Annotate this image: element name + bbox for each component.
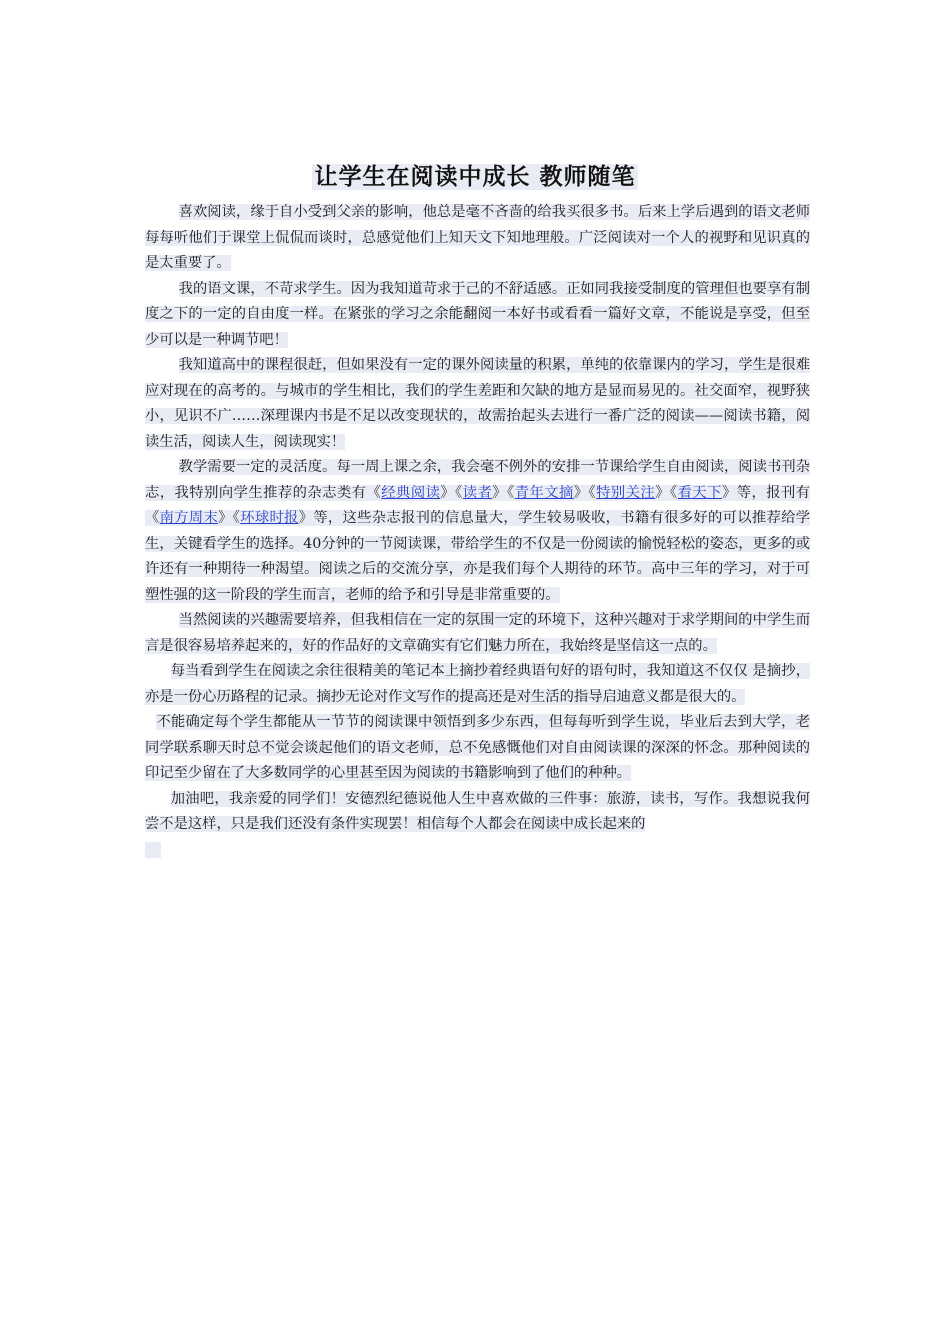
paragraph-7 bbox=[145, 710, 810, 787]
magazine-link-qingnian[interactable]: 青年文摘 bbox=[514, 484, 574, 501]
paragraph-4: 教学需要一定的灵活度。每一周上课之余，我会毫不例外的安排一节课给学生自由阅读，阅读书刊杂志，我特别向学生推荐的杂志类有《经典阅读》《读者》《青年文摘》《特别关注》《看天下》等，报刊有《南方周末》《环球时报》等，这些杂志报刊的信息量大，学生较易吸收，书籍有很多好的可以推荐给学生，关键看学生的选择。40分钟的一节阅读课，带给学生的不仅是一份阅读的愉悦轻松的姿态，更多的或许还有一种期待一种渴望。阅读之后的交流分享，亦是我们每个人期待的环节。高中三年的学习，对于可塑性强的这一阶段的学生而言，老师的给予和引导是非常重要的。 bbox=[145, 459, 811, 603]
paragraph-4-mid: 等，报刊有 bbox=[736, 484, 811, 501]
paragraph-5 bbox=[145, 608, 810, 659]
paragraph-6-text: 每当看到学生在阅读之余往很精美的笔记本上摘抄着经典语句好的语句时，我知道这不仅仅 是摘抄，亦是一份心历路程的记录。摘抄无论对作文写作的提高还是对生活的指导启迪意义都是很大的。 bbox=[145, 663, 810, 705]
newspaper-link-huanqiu[interactable]: 环球时报 bbox=[240, 510, 299, 526]
article-body bbox=[145, 200, 810, 863]
empty-highlight-mark bbox=[145, 842, 161, 858]
paragraph-3 bbox=[145, 353, 810, 455]
paragraph-4-intro: 教学需要一定的灵活度。每一周上课之余，我会毫不例外的安排一节课给学生自由阅读，阅读书刊杂志，我特别向学生推荐的杂志类有 bbox=[145, 459, 810, 501]
paragraph-8-text: 加油吧，我亲爱的同学们！安德烈纪德说他人生中喜欢做的三件事：旅游，读书，写作。我想说我何尝不是这样，只是我们还没有条件实现罢！相信每个人都会在阅读中成长起来的 bbox=[145, 790, 810, 832]
paragraph-1 bbox=[145, 200, 810, 277]
paragraph-7-text: 不能确定每个学生都能从一节节的阅读课中领悟到多少东西，但每每听到学生说，毕业后去到大学，老同学联系聊天时总不觉会谈起他们的语文老师，总不免感慨他们对自由阅读课的深深的怀念。那种阅读的印记至少留在了大多数同学的心里甚至因为阅读的书籍影响到了他们的种种。 bbox=[145, 714, 810, 781]
paragraph-8 bbox=[145, 787, 810, 838]
paragraph-2-text: 我的语文课，不苛求学生。因为我知道苛求于己的不舒适感。正如同我接受制度的管理但也要享有制度之下的一定的自由度一样。在紧张的学习之余能翻阅一本好书或看看一篇好文章，不能说是享受，但至少可以是一种调节吧！ bbox=[145, 280, 810, 348]
paragraph-4-rest: 等，这些杂志报刊的信息量大，学生较易吸收，书籍有很多好的可以推荐给学生，关键看学生的选择。40分钟的一节阅读课，带给学生的不仅是一份阅读的愉悦轻松的姿态，更多的或许还有一种期待一种渴望。阅读之后的交流分享，亦是我们每个人期待的环节。高中三年的学习，对于可塑性强的这一阶段的学生而言，老师的给予和引导是非常重要的。 bbox=[145, 510, 811, 603]
paragraph-2 bbox=[145, 277, 810, 354]
paragraph-3-text: 我知道高中的课程很赶，但如果没有一定的课外阅读量的积累，单纯的依靠课内的学习，学生是很难应对现在的高考的。与城市的学生相比，我们的学生差距和欠缺的地方是显而易见的。社交面窄，视野狭小，见识不广……深理课内书是不足以改变现状的，故需抬起头去进行一番广泛的阅读——阅读书籍，阅读生活，阅读人生，阅读现实！ bbox=[145, 357, 810, 450]
trailing-empty-line bbox=[145, 838, 810, 864]
magazine-link-kantianxia[interactable]: 看天下 bbox=[677, 484, 722, 501]
magazine-link-tebie[interactable]: 特别关注 bbox=[596, 484, 656, 501]
magazine-link-duzhe[interactable]: 读者 bbox=[462, 484, 493, 501]
newspaper-link-nanfang[interactable]: 南方周末 bbox=[159, 510, 219, 526]
paragraph-5-text: 当然阅读的兴趣需要培养，但我相信在一定的氛围一定的环境下，这种兴趣对于求学期间的中学生而言是很容易培养起来的，好的作品好的文章确实有它们魅力所在，我始终是坚信这一点的。 bbox=[145, 612, 810, 654]
paragraph-1-text: 喜欢阅读，缘于自小受到父亲的影响，他总是毫不吝啬的给我买很多书。后来上学后遇到的语文老师每每听他们于课堂上侃侃而谈时，总感觉他们上知天文下知地理般。广泛阅读对一个人的视野和见识真的是太重要了。 bbox=[145, 204, 810, 271]
page-title bbox=[0, 158, 950, 191]
title-text: 让学生在阅读中成长 教师随笔 bbox=[314, 164, 636, 190]
paragraph-6 bbox=[145, 659, 810, 710]
magazine-link-jingdian[interactable]: 经典阅读 bbox=[381, 484, 441, 501]
